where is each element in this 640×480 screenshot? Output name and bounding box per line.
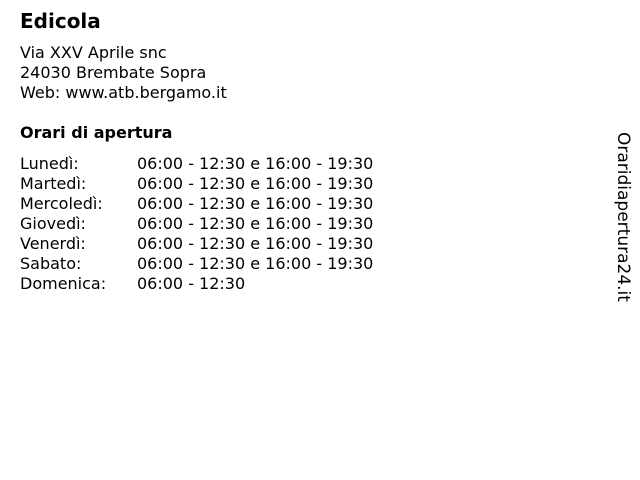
hours-row-friday <box>20 234 373 254</box>
day-label: Sabato: <box>20 254 82 273</box>
time-range: 06:00 - 12:30 e 16:00 - 19:30 <box>137 234 374 253</box>
day-label: Lunedì: <box>20 154 79 173</box>
address-block <box>20 43 227 103</box>
opening-hours-heading: Orari di apertura <box>20 123 173 142</box>
hours-row-monday <box>20 154 373 174</box>
day-label: Venerdì: <box>20 234 86 253</box>
website-line <box>20 83 227 103</box>
day-label: Domenica: <box>20 274 107 293</box>
hours-row-sunday <box>20 274 373 294</box>
address-city: 24030 Brembate Sopra <box>20 63 207 82</box>
day-label: Giovedì: <box>20 214 86 233</box>
time-range: 06:00 - 12:30 e 16:00 - 19:30 <box>137 214 374 233</box>
time-range: 06:00 - 12:30 <box>137 274 246 293</box>
hours-row-wednesday <box>20 194 373 214</box>
time-range: 06:00 - 12:30 e 16:00 - 19:30 <box>137 154 374 173</box>
opening-hours-table <box>20 154 373 294</box>
time-range: 06:00 - 12:30 e 16:00 - 19:30 <box>137 174 374 193</box>
hours-row-saturday <box>20 254 373 274</box>
website-label: Web: <box>20 83 61 102</box>
time-range: 06:00 - 12:30 e 16:00 - 19:30 <box>137 254 374 273</box>
site-watermark: Oraridiapertura24.it <box>613 132 633 302</box>
address-street: Via XXV Aprile snc <box>20 43 167 62</box>
day-label: Mercoledì: <box>20 194 103 213</box>
hours-row-thursday <box>20 214 373 234</box>
hours-row-tuesday <box>20 174 373 194</box>
business-name: Edicola <box>20 9 101 33</box>
website-link[interactable]: www.atb.bergamo.it <box>65 83 227 102</box>
day-label: Martedì: <box>20 174 87 193</box>
time-range: 06:00 - 12:30 e 16:00 - 19:30 <box>137 194 374 213</box>
